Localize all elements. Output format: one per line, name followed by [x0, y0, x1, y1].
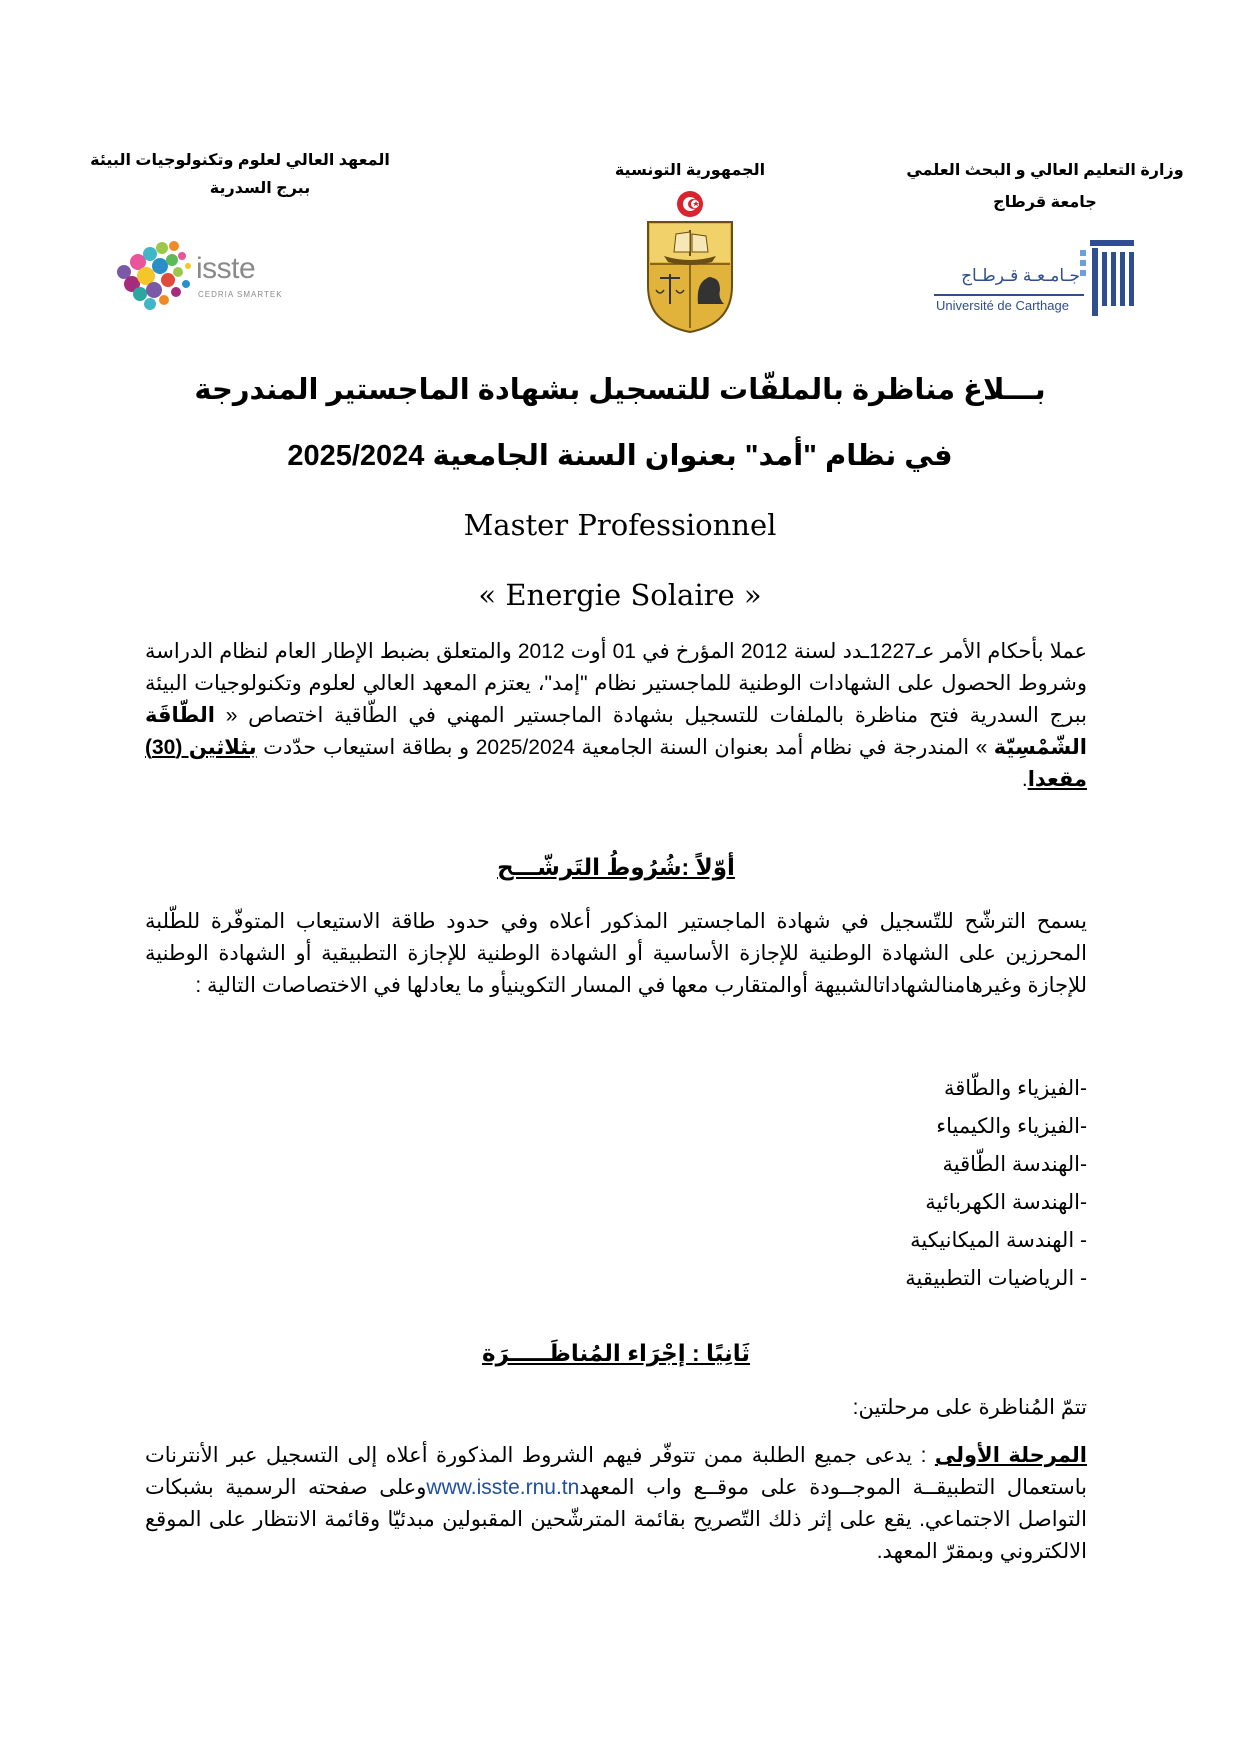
list-item: -الفيزياء والطّاقة	[943, 1077, 1087, 1100]
list-item: - الهندسة الميكانيكية	[910, 1229, 1087, 1252]
phase-one-text-2: وعلى صفحته الرسمية بشبكات التواصل الاجتماعي. يقع على إثر ذلك التّصريح بقائمة المترشّحين المقبولين مبدئيّا وقائمة الانتظار على الموقع الالكتروني وبمقرّ المعهد.	[145, 1476, 1087, 1563]
intro-text-3: .	[1021, 768, 1028, 791]
phase-one-label: المرحلة الأولى	[934, 1444, 1088, 1467]
list-item: -الهندسة الطّاقية	[942, 1153, 1087, 1176]
uc-logo-arabic: جـامـعـة قـرطـاج	[961, 266, 1080, 285]
phase-one-paragraph	[145, 1440, 1087, 1568]
coat-of-arms	[640, 186, 740, 336]
seat-capacity: بثلاثين (30) مقعدا	[145, 736, 1087, 791]
announcement-subtitle: في نظام "أمد" بعنوان السنة الجامعية 2025/2024	[287, 440, 953, 472]
university-name: جامعة قرطاج	[993, 194, 1097, 211]
isste-logo-tagline: CEDRIA SMARTEK	[198, 290, 283, 299]
list-item: -الهندسة الكهربائية	[925, 1191, 1087, 1214]
university-of-carthage-logo	[930, 238, 1140, 328]
specialty-name: الطّاقَة الشّمْسِيّة	[145, 704, 1087, 759]
section-conditions-heading: أوّلاً :شُرُوطُ التَرشّـــح	[497, 854, 735, 880]
master-type: Master Professionnel	[463, 508, 777, 542]
procedure-intro: تتمّ المُناظرة على مرحلتين:	[852, 1396, 1087, 1419]
republic-name: الجمهورية التونسية	[614, 162, 766, 179]
specialties-list	[905, 1070, 1087, 1298]
institute-website-link[interactable]: www.isste.rnu.tn	[426, 1476, 580, 1499]
list-item: -الفيزياء والكيمياء	[936, 1115, 1087, 1138]
intro-text-1: عملا بأحكام الأمر عـ1227ـدد لسنة 2012 المؤرخ في 01 أوت 2012 والمتعلق بضبط الإطار العام لنظام الدراسة وشروط الحصول على الشهادات الوطنية للماجستير نظام "إمد"، يعتزم المعهد العالي لعلوم وتكنولوجيات البيئة ببرج السدرية فتح مناظرة بالملفات للتسجيل بشهادة الماجستير المهني في الطّاقية اختصاص «	[145, 640, 1087, 727]
phase-one-text-1: : يدعى جميع الطلبة ممن تتوفّر فيهم الشروط المذكورة أعلاه إلى التسجيل عبر الأنترنات باستعمال التطبيقــة الموجــودة على موقــع واب المعهد	[145, 1444, 1087, 1499]
institute-location: ببرج السدرية	[209, 180, 311, 197]
ministry-name: وزارة التعليم العالي و البحث العلمي	[906, 162, 1184, 179]
isste-logo	[110, 232, 300, 322]
intro-text-2: » المندرجة في نظام أمد بعنوان السنة الجامعية 2025/2024 و بطاقة استيعاب حدّدت	[256, 736, 988, 759]
conditions-paragraph: يسمح الترشّح للتّسجيل في شهادة الماجستير المذكور أعلاه وفي حدود طاقة الاستيعاب المتوفّرة للطّلبة المحرزين على الشهادة الوطنية للإجازة الأساسية أو الشهادة الوطنية للإجازة التطبيقية أو الشهادة الوطنية للإجازة وغيرهامنالشهاداتالشبيهة أوالمتقارب معها في المسار التكوينيأو ما يعادلها في الاختصاصات التالية :	[145, 910, 1087, 997]
list-item: - الرياضيات التطبيقية	[905, 1267, 1087, 1290]
institute-name: المعهد العالي لعلوم وتكنولوجيات البيئة	[90, 152, 390, 169]
intro-paragraph	[145, 636, 1087, 796]
announcement-title: بـــلاغ مناظرة بالملفّات للتسجيل بشهادة الماجستير المندرجة	[194, 374, 1046, 406]
uc-logo-french: Université de Carthage	[936, 298, 1069, 313]
isste-logo-name: isste	[196, 252, 256, 285]
section-procedure-heading: ثَانِيًا : إجْرَاء المُناظَـــــرَة	[482, 1340, 750, 1366]
master-specialty: « Energie Solaire »	[478, 578, 762, 612]
